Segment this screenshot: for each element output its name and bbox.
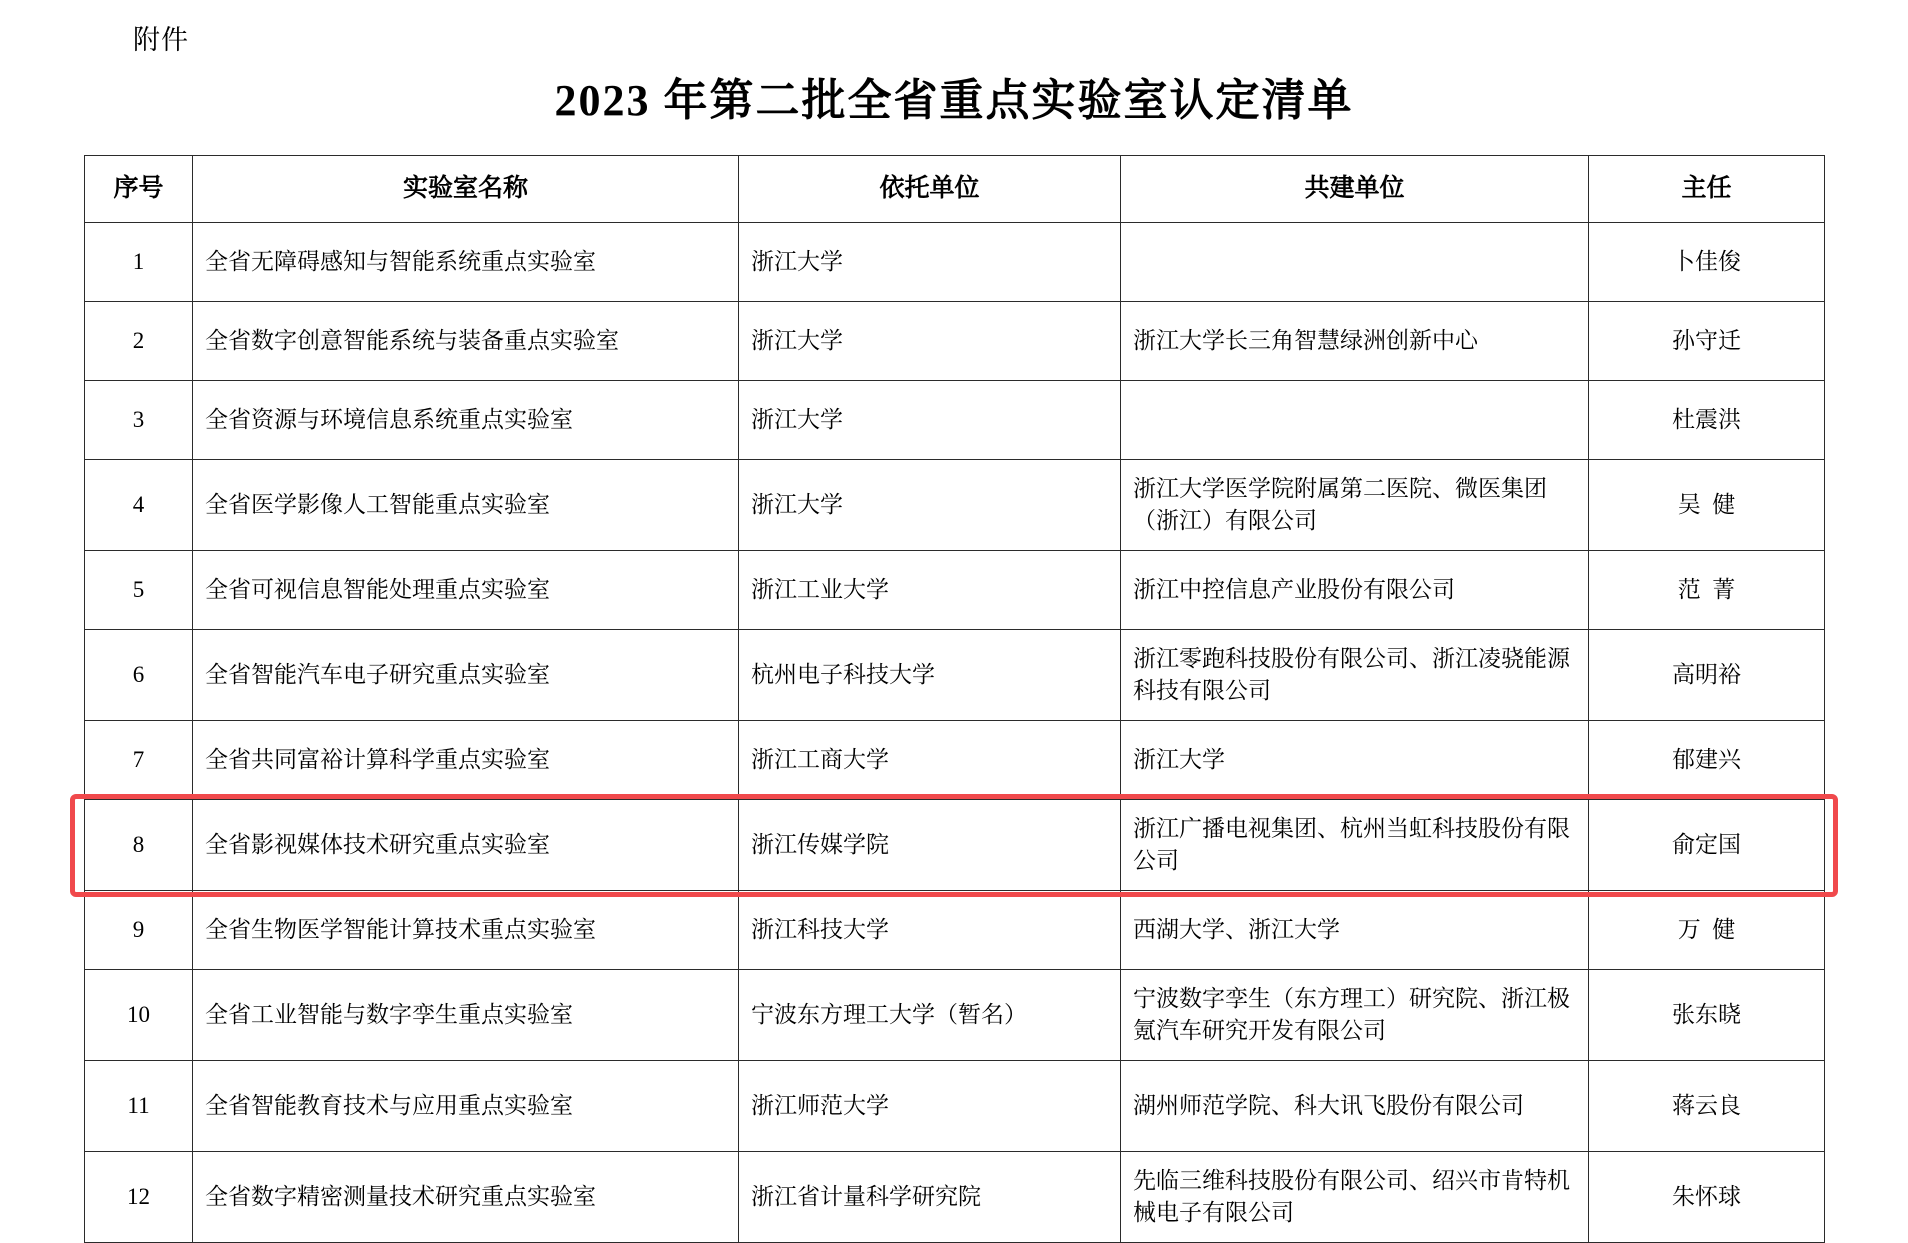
cell-director: 高明裕 bbox=[1589, 630, 1825, 721]
cell-index: 9 bbox=[85, 891, 193, 970]
cell-lab-name: 全省资源与环境信息系统重点实验室 bbox=[193, 381, 739, 460]
attachment-label: 附件 bbox=[133, 25, 189, 55]
cell-joint-unit: 浙江大学长三角智慧绿洲创新中心 bbox=[1121, 302, 1589, 381]
cell-host-unit: 浙江大学 bbox=[739, 223, 1121, 302]
table-body bbox=[85, 223, 1825, 1243]
cell-index: 11 bbox=[85, 1061, 193, 1152]
cell-joint-unit bbox=[1121, 381, 1589, 460]
cell-index: 4 bbox=[85, 460, 193, 551]
cell-index: 8 bbox=[85, 800, 193, 891]
cell-lab-name: 全省共同富裕计算科学重点实验室 bbox=[193, 721, 739, 800]
lab-table-container bbox=[84, 155, 1824, 1243]
table-row bbox=[85, 630, 1825, 721]
cell-director: 张东晓 bbox=[1589, 970, 1825, 1061]
table-row bbox=[85, 551, 1825, 630]
table-row bbox=[85, 381, 1825, 460]
cell-joint-unit: 浙江零跑科技股份有限公司、浙江凌骁能源科技有限公司 bbox=[1121, 630, 1589, 721]
lab-list-table bbox=[84, 155, 1825, 1243]
table-row bbox=[85, 970, 1825, 1061]
table-row bbox=[85, 1152, 1825, 1243]
table-row bbox=[85, 302, 1825, 381]
cell-lab-name: 全省数字创意智能系统与装备重点实验室 bbox=[193, 302, 739, 381]
cell-joint-unit: 浙江大学 bbox=[1121, 721, 1589, 800]
cell-lab-name: 全省影视媒体技术研究重点实验室 bbox=[193, 800, 739, 891]
cell-director: 杜震洪 bbox=[1589, 381, 1825, 460]
cell-index: 7 bbox=[85, 721, 193, 800]
header-index: 序号 bbox=[85, 156, 193, 223]
cell-host-unit: 杭州电子科技大学 bbox=[739, 630, 1121, 721]
cell-host-unit: 浙江工商大学 bbox=[739, 721, 1121, 800]
cell-host-unit: 浙江省计量科学研究院 bbox=[739, 1152, 1121, 1243]
header-host-unit: 依托单位 bbox=[739, 156, 1121, 223]
cell-joint-unit: 宁波数字孪生（东方理工）研究院、浙江极氪汽车研究开发有限公司 bbox=[1121, 970, 1589, 1061]
cell-lab-name: 全省数字精密测量技术研究重点实验室 bbox=[193, 1152, 739, 1243]
cell-joint-unit: 先临三维科技股份有限公司、绍兴市肯特机械电子有限公司 bbox=[1121, 1152, 1589, 1243]
cell-director: 蒋云良 bbox=[1589, 1061, 1825, 1152]
cell-lab-name: 全省医学影像人工智能重点实验室 bbox=[193, 460, 739, 551]
cell-joint-unit: 西湖大学、浙江大学 bbox=[1121, 891, 1589, 970]
cell-host-unit: 浙江科技大学 bbox=[739, 891, 1121, 970]
table-row bbox=[85, 891, 1825, 970]
cell-index: 1 bbox=[85, 223, 193, 302]
cell-joint-unit bbox=[1121, 223, 1589, 302]
cell-director: 朱怀球 bbox=[1589, 1152, 1825, 1243]
cell-index: 3 bbox=[85, 381, 193, 460]
cell-host-unit: 浙江工业大学 bbox=[739, 551, 1121, 630]
cell-index: 6 bbox=[85, 630, 193, 721]
table-row bbox=[85, 1061, 1825, 1152]
cell-lab-name: 全省智能汽车电子研究重点实验室 bbox=[193, 630, 739, 721]
cell-director: 卜佳俊 bbox=[1589, 223, 1825, 302]
table-row bbox=[85, 460, 1825, 551]
cell-host-unit: 浙江师范大学 bbox=[739, 1061, 1121, 1152]
cell-lab-name: 全省无障碍感知与智能系统重点实验室 bbox=[193, 223, 739, 302]
page-title: 2023 年第二批全省重点实验室认定清单 bbox=[554, 76, 1354, 125]
table-row bbox=[85, 721, 1825, 800]
cell-lab-name: 全省智能教育技术与应用重点实验室 bbox=[193, 1061, 739, 1152]
cell-director: 郁建兴 bbox=[1589, 721, 1825, 800]
table-header-row bbox=[85, 156, 1825, 223]
header-joint-unit: 共建单位 bbox=[1121, 156, 1589, 223]
cell-director: 万 健 bbox=[1589, 891, 1825, 970]
cell-host-unit: 浙江大学 bbox=[739, 460, 1121, 551]
header-lab-name: 实验室名称 bbox=[193, 156, 739, 223]
cell-joint-unit: 浙江大学医学院附属第二医院、微医集团（浙江）有限公司 bbox=[1121, 460, 1589, 551]
cell-director: 孙守迁 bbox=[1589, 302, 1825, 381]
cell-joint-unit: 湖州师范学院、科大讯飞股份有限公司 bbox=[1121, 1061, 1589, 1152]
cell-director: 范 菁 bbox=[1589, 551, 1825, 630]
cell-lab-name: 全省可视信息智能处理重点实验室 bbox=[193, 551, 739, 630]
header-director: 主任 bbox=[1589, 156, 1825, 223]
cell-lab-name: 全省工业智能与数字孪生重点实验室 bbox=[193, 970, 739, 1061]
cell-joint-unit: 浙江中控信息产业股份有限公司 bbox=[1121, 551, 1589, 630]
table-row bbox=[85, 800, 1825, 891]
cell-host-unit: 宁波东方理工大学（暂名） bbox=[739, 970, 1121, 1061]
cell-index: 2 bbox=[85, 302, 193, 381]
cell-lab-name: 全省生物医学智能计算技术重点实验室 bbox=[193, 891, 739, 970]
cell-host-unit: 浙江大学 bbox=[739, 302, 1121, 381]
cell-index: 5 bbox=[85, 551, 193, 630]
cell-director: 俞定国 bbox=[1589, 800, 1825, 891]
cell-host-unit: 浙江传媒学院 bbox=[739, 800, 1121, 891]
cell-director: 吴 健 bbox=[1589, 460, 1825, 551]
cell-index: 12 bbox=[85, 1152, 193, 1243]
cell-index: 10 bbox=[85, 970, 193, 1061]
cell-host-unit: 浙江大学 bbox=[739, 381, 1121, 460]
table-row bbox=[85, 223, 1825, 302]
cell-joint-unit: 浙江广播电视集团、杭州当虹科技股份有限公司 bbox=[1121, 800, 1589, 891]
